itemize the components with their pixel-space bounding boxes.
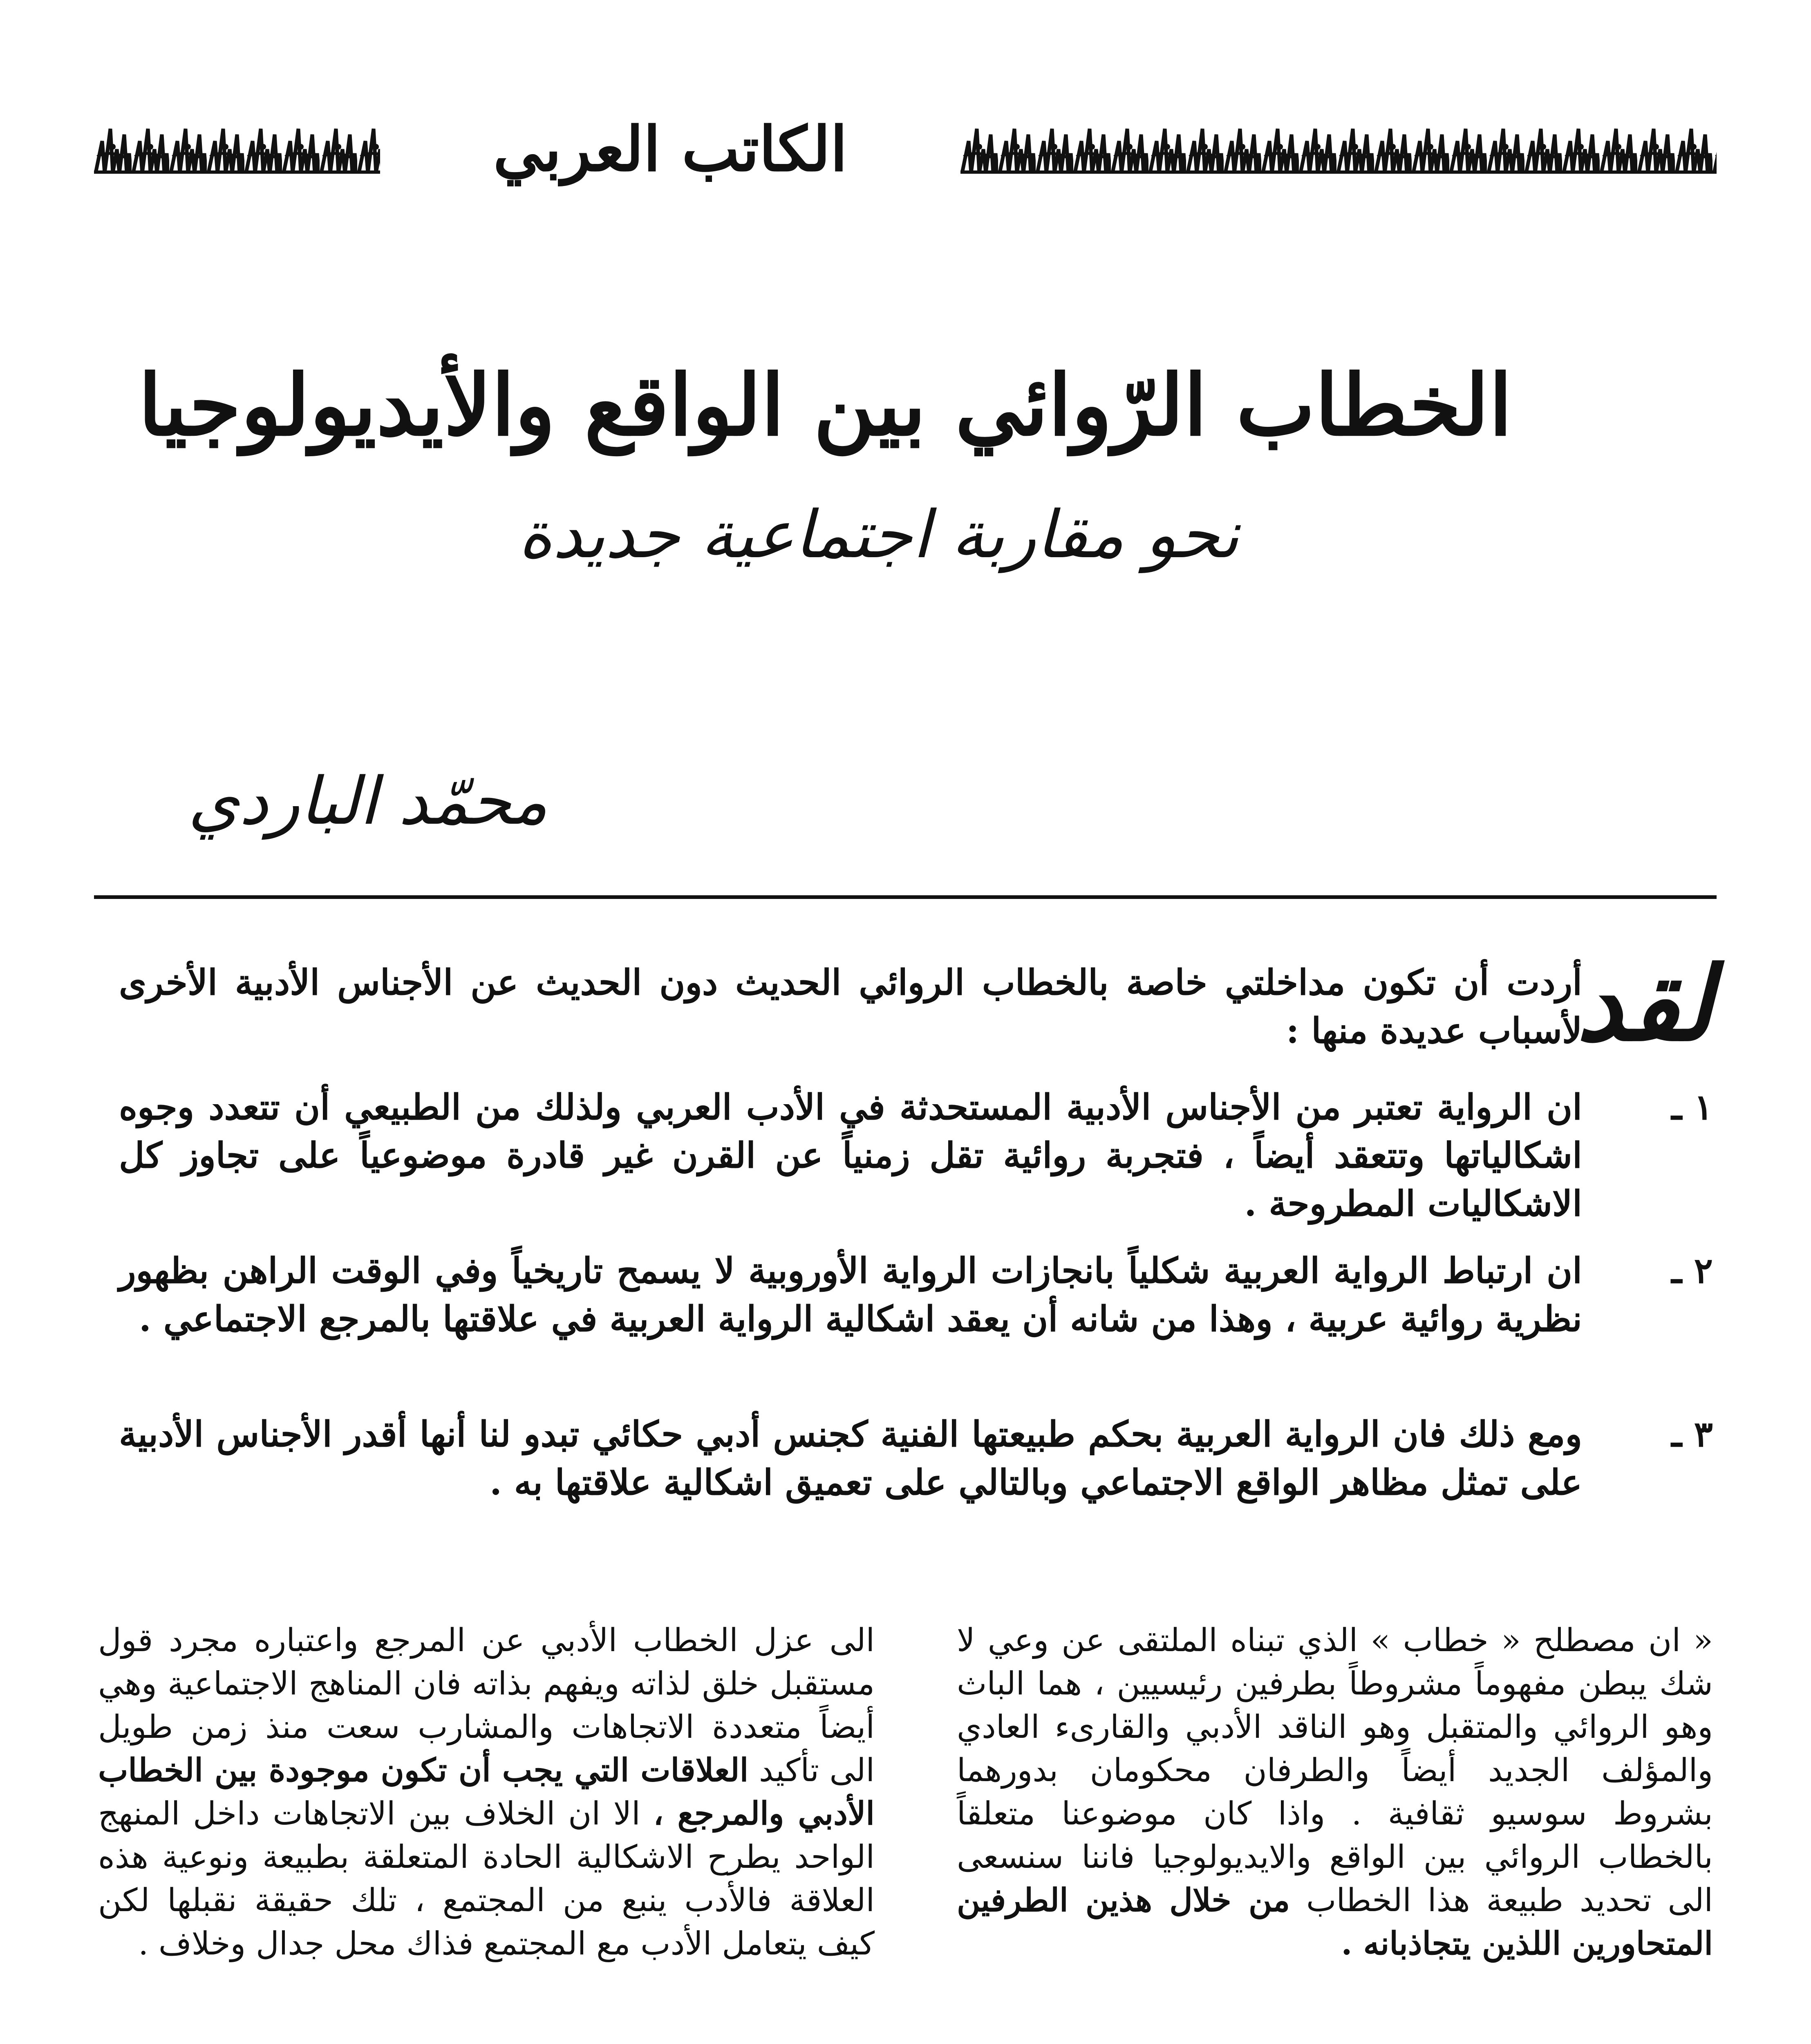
ornament-pattern-icon bbox=[94, 125, 380, 174]
list-number: ٢ ـ bbox=[1671, 1250, 1713, 1291]
paragraph-text: الى عزل الخطاب الأدبي عن المرجع واعتباره مجرد قول مستقبل خلق لذاته ويفهم بذاته فان المناهج الاجتماعية وهي أيضاً متعددة الاتجاهات والمشارب سعت منذ زمن طويل الى تأكيد bbox=[98, 1622, 875, 1789]
header-band bbox=[94, 110, 1717, 188]
list-item: ان ارتباط الرواية العربية شكلياً بانجازات الرواية الأوروبية لا يسمح تاريخياً وفي الوقت الراهن بظهور نظرية روائية عربية ، وهذا من شانه أن يعقد اشكالية الرواية العربية في علاقتها بالمرجع الاجتماعي . bbox=[119, 1250, 1582, 1340]
emphasized-text: من خلال هذين الطرفين المتحاورين اللذين يتجاذبانه . bbox=[957, 1882, 1713, 1962]
divider bbox=[94, 895, 1717, 899]
paragraph-text: الا ان الخلاف بين الاتجاهات داخل المنهج الواحد يطرح الاشكالية الحادة المتعلقة بطبيعة ونوعية هذه العلاقة فالأدب ينبع من المجتمع ، تلك حقيقة نقبلها لكن كيف يتعامل الأدب مع المجتمع فذاك محل جدال وخلاف . bbox=[98, 1795, 875, 1962]
left-column-paragraph bbox=[98, 1619, 875, 1966]
magazine-name: الكاتب العربي bbox=[493, 113, 848, 185]
ornament-right bbox=[94, 125, 380, 174]
list-number: ١ ـ bbox=[1671, 1087, 1713, 1128]
list-item: ومع ذلك فان الرواية العربية بحكم طبيعتها الفنية كجنس أدبي حكائي تبدو لنا أنها أقدر الأجناس الأدبية على تمثل مظاهر الواقع الاجتماعي وبالتالي على تعميق اشكالية علاقتها به . bbox=[119, 1414, 1582, 1503]
author-name: محمّد الباردي bbox=[188, 763, 548, 839]
list-item: ان الرواية تعتبر من الأجناس الأدبية المستحدثة في الأدب العربي ولذلك من الطبيعي أن تتعدد وجوه اشكالياتها وتتعقد أيضاً ، فتجربة روائية تقل زمنياً عن القرن غير قادرة موضوعياً على تجاوز كل الاشكاليات المطروحة . bbox=[119, 1087, 1582, 1224]
right-column-paragraph bbox=[957, 1619, 1713, 1966]
paragraph-text: « ان مصطلح « خطاب » الذي تبناه الملتقى عن وعي لا شك يبطن مفهوماً مشروطاً بطرفين رئيسيين ، هما الباث وهو الروائي والمتقبل وهو الناقد الأدبي والقارىء العادي والمؤلف الجديد أيضاً والطرفان محكومان بدورهما بشروط سوسيو ثقافية . واذا كان موضوعنا متعلقاً بالخطاب الروائي بين الواقع والايديولوجيا فاننا سنسعى الى تحديد طبيعة هذا الخطاب bbox=[957, 1622, 1713, 1919]
article-title: الخطاب الرّوائي بين الواقع والأيديولوجيا bbox=[138, 356, 1512, 455]
list-number: ٣ ـ bbox=[1671, 1414, 1713, 1455]
ornament-pattern-icon bbox=[960, 125, 1717, 174]
ornament-left bbox=[960, 125, 1717, 174]
intro-paragraph: أردت أن تكون مداخلتي خاصة بالخطاب الروائي الحديث دون الحديث عن الأجناس الأدبية الأخرى لأسباب عديدة منها : bbox=[119, 962, 1582, 1051]
article-subtitle: نحو مقاربة اجتماعية جديدة bbox=[518, 496, 1239, 573]
drop-cap: لقد bbox=[1576, 944, 1713, 1064]
emphasized-text: العلاقات التي يجب أن تكون موجودة بين الخطاب الأدبي والمرجع ، bbox=[98, 1752, 875, 1832]
